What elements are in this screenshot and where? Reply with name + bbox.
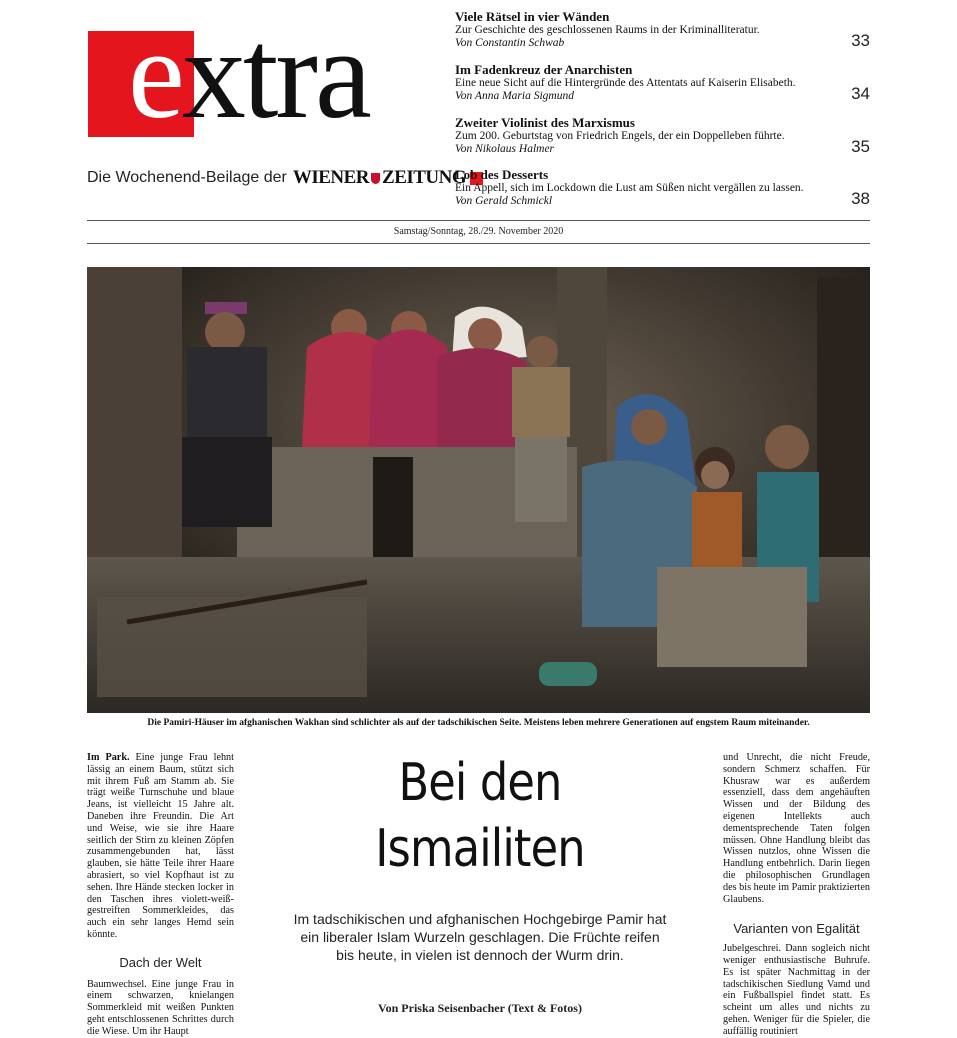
teaser-text: Zur Geschichte des geschlossenen Raums in der Kriminalliteratur. [455,24,760,36]
article-headline: Bei den Ismailiten [375,753,585,879]
left-paragraph: Im Park. Eine junge Frau lehnt lässig an einem Baum, stützt sich mit ihrem Fuß am Stamm ab. Sie trägt weiße Turnschuhe und blaue Jeans, ist vielleicht 15 Jahre alt. Daneben ihre Freundin. Die Art und Weise, wie sie ihre Haare seitlich der Stirn zu kleinen Zöpfen zusammengebunden hat, lässt glauben, sie hätte Teile ihrer Haare abrasiert, so viel Kopfhaut ist zu sehen. Ihre Hände stecken locker in den Taschen ihres violett-weiß-gestreiften Sommerkleides, das auch ein sehr langes Hemd sein könnte. [87,752,234,940]
teaser-author: Von Nikolaus Halmer [455,143,555,155]
issue-date: Samstag/Sonntag, 28./29. November 2020 [393,226,564,237]
teaser-title[interactable]: Lob des Desserts [455,167,549,182]
teaser-item[interactable] [455,62,870,103]
teaser-title[interactable]: Zweiter Violinist des Marxismus [455,115,635,130]
teaser-page: 38 [851,189,870,208]
right-paragraph: Jubelgeschrei. Dann sogleich nicht weniger enthusiastische Buhrufe. Es ist später Nachmittag in der tadschikischen Siedlung Vamd und ein Fußballspiel findet statt. Es scheint um alles und nichts zu gehen. Weniger für die Spieler, die auffällig routiniert [723,943,870,1037]
article-column-left [87,752,234,1038]
teaser-author: Von Anna Maria Sigmund [455,90,574,102]
teaser-text: Zum 200. Geburtstag von Friedrich Engels, der ein Doppelleben führte. [455,130,785,142]
left-paragraph: Baumwechsel. Eine junge Frau in einem schwarzen, knielangen Sommerkleid mit weißen Punkten geht entschlossenen Schrittes durch die Wiese. Um ihr Haupt [87,978,234,1037]
teaser-page: 33 [851,31,870,50]
main-photo [87,267,870,713]
teaser-item[interactable] [455,167,870,208]
divider [87,220,870,221]
subheading: Dach der Welt [119,954,202,970]
photo-caption: Die Pamiri-Häuser im afghanischen Wakhan sind schlichter als auf der tadschikischen Seite. Meistens leben mehrere Generationen auf engstem Raum miteinander. [147,718,810,728]
teaser-text: Eine neue Sicht auf die Hintergründe des Attentats auf Kaiserin Elisabeth. [455,77,796,89]
subheading: Varianten von Egalität [733,921,860,937]
tagline-text: Die Wochenend-Beilage der [87,169,287,186]
teaser-item[interactable] [455,9,870,50]
tagline [87,167,483,189]
teaser-author: Von Constantin Schwab [455,37,565,49]
divider [87,243,870,244]
teaser-page: 34 [851,84,870,103]
teaser-author: Von Gerald Schmickl [455,195,553,207]
newspaper-name: WIENER ZEITUNG [293,167,483,189]
teaser-text: Ein Appell, sich im Lockdown die Lust am Süßen nicht vergällen zu lassen. [455,182,804,194]
teaser-title[interactable]: Viele Rätsel in vier Wänden [455,9,610,24]
article-byline: Von Priska Seisenbacher (Text & Fotos) [378,1001,582,1015]
logo-extra: extra [128,3,369,145]
article-lead: Im tadschikischen und afghanischen Hochgebirge Pamir hat ein liberaler Islam Wurzeln geschlagen. Die Früchte reifen bis heute, in vielen ist dennoch der Wurm drin. [293,911,667,963]
right-paragraph: und Unrecht, die nicht Freude, sondern Schmerz schaffen. Für Khusraw war es außerdem essenziell, dass dem angehäuften Wissen und der Bildung des eigenen Intellekts auch dementsprechende Taten folgen müssen. Ohne Handlung bleibt das Wissen nutzlos, ohne Wissen die Handlung entbehrlich. Darin liegen die philosophischen Grundlagen des bis heute im Pamir praktizierten Glaubens. [723,752,870,905]
paragraph-lead-in: Im Park. [87,752,130,763]
teaser-title[interactable]: Im Fadenkreuz der Anarchisten [455,62,633,77]
teaser-item[interactable] [455,115,870,156]
crest-icon [371,173,380,184]
article-column-right [723,752,870,1038]
teaser-page: 35 [851,137,870,156]
